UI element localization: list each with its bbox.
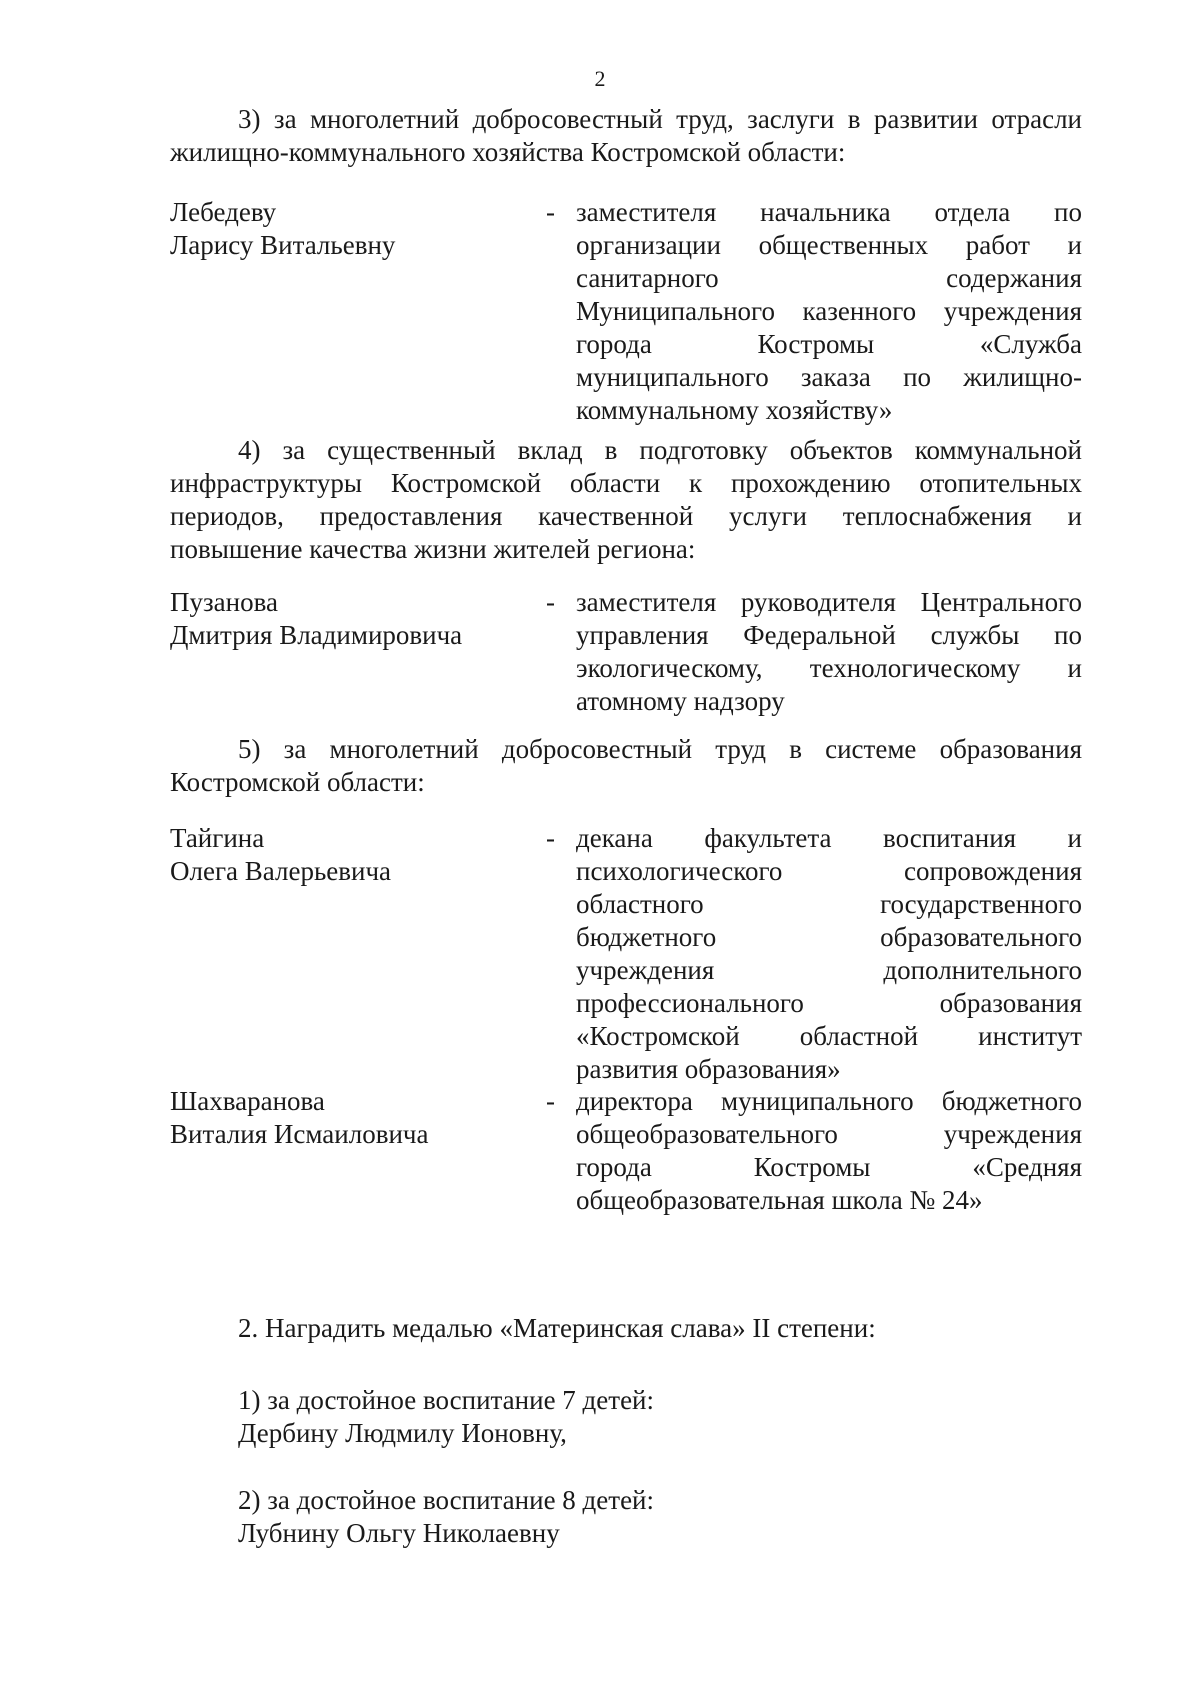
position-line: коммунальному хозяйству» — [576, 395, 893, 425]
entry-dash: - — [546, 823, 555, 853]
entry-dash: - — [546, 197, 555, 227]
position-line: экологическому, технологическому и — [576, 653, 1082, 683]
position-line: заместителя начальника отдела по — [576, 197, 1082, 227]
recipient-name — [170, 822, 550, 888]
position-line: общеобразовательного учреждения — [576, 1119, 1082, 1149]
position-line: атомному надзору — [576, 686, 785, 716]
recipient-given-names: Ларису Витальевну — [170, 230, 396, 260]
position-line: города Костромы «Средняя — [576, 1152, 1082, 1182]
recipient-position — [576, 1085, 1082, 1217]
position-line: учреждения дополнительного — [576, 955, 1082, 985]
position-line: директора муниципального бюджетного — [576, 1086, 1082, 1116]
position-line: заместителя руководителя Центрального — [576, 587, 1082, 617]
recipient-given-names: Виталия Исмаиловича — [170, 1119, 429, 1149]
position-line: декана факультета воспитания и — [576, 823, 1082, 853]
recipient-position — [576, 196, 1082, 427]
position-line: профессионального образования — [576, 988, 1082, 1018]
position-line: развития образования» — [576, 1054, 841, 1084]
item-2-heading — [238, 1312, 876, 1345]
recipient-position — [576, 822, 1082, 1086]
recipient-surname: Тайгина — [170, 823, 265, 853]
recipient-name — [170, 1085, 550, 1151]
paragraph-line: инфраструктуры Костромской области к прохождению отопительных — [170, 468, 1082, 498]
heading-text: 2. Наградить медалью «Материнская слава» II степени: — [238, 1313, 876, 1343]
position-line: города Костромы «Служба — [576, 329, 1082, 359]
paragraph-line: повышение качества жизни жителей региона: — [170, 534, 696, 564]
position-line: бюджетного образовательного — [576, 922, 1082, 952]
recipient-given-names: Дмитрия Владимировича — [170, 620, 463, 650]
paragraph-line: 3) за многолетний добросовестный труд, заслуги в развитии отрасли — [238, 104, 1082, 134]
entry-dash: - — [546, 1086, 555, 1116]
recipient-name: Дербину Людмилу Ионовну, — [238, 1418, 567, 1448]
position-line: организации общественных работ и — [576, 230, 1082, 260]
position-line: областного государственного — [576, 889, 1082, 919]
recipient-name — [170, 586, 550, 652]
sub-item-line: 1) за достойное воспитание 7 детей: — [238, 1385, 655, 1415]
item-2-sub-2 — [238, 1484, 654, 1550]
paragraph-line: жилищно-коммунального хозяйства Костромской области: — [170, 137, 846, 167]
position-line: общеобразовательная школа № 24» — [576, 1185, 983, 1215]
recipient-given-names: Олега Валерьевича — [170, 856, 392, 886]
position-line: управления Федеральной службы по — [576, 620, 1082, 650]
recipient-name: Лубнину Ольгу Николаевну — [238, 1518, 560, 1548]
position-line: Муниципального казенного учреждения — [576, 296, 1082, 326]
recipient-surname: Пузанова — [170, 587, 278, 617]
entry-dash: - — [546, 587, 555, 617]
section-4-paragraph — [170, 434, 1082, 566]
section-5-paragraph — [170, 733, 1082, 799]
sub-item-line: 2) за достойное воспитание 8 детей: — [238, 1485, 655, 1515]
position-line: психологического сопровождения — [576, 856, 1082, 886]
paragraph-line: Костромской области: — [170, 767, 425, 797]
position-line: «Костромской областной институт — [576, 1021, 1082, 1051]
recipient-surname: Шахваранова — [170, 1086, 325, 1116]
paragraph-line: 5) за многолетний добросовестный труд в системе образования — [238, 734, 1082, 764]
recipient-name — [170, 196, 550, 262]
section-3-paragraph — [170, 103, 1082, 169]
page-number: 2 — [594, 66, 606, 91]
item-2-sub-1 — [238, 1384, 654, 1450]
position-line: санитарного содержания — [576, 263, 1082, 293]
recipient-position — [576, 586, 1082, 718]
position-line: муниципального заказа по жилищно- — [576, 362, 1082, 392]
paragraph-line: 4) за существенный вклад в подготовку объектов коммунальной — [238, 435, 1082, 465]
paragraph-line: периодов, предоставления качественной услуги теплоснабжения и — [170, 501, 1082, 531]
recipient-surname: Лебедеву — [170, 197, 277, 227]
